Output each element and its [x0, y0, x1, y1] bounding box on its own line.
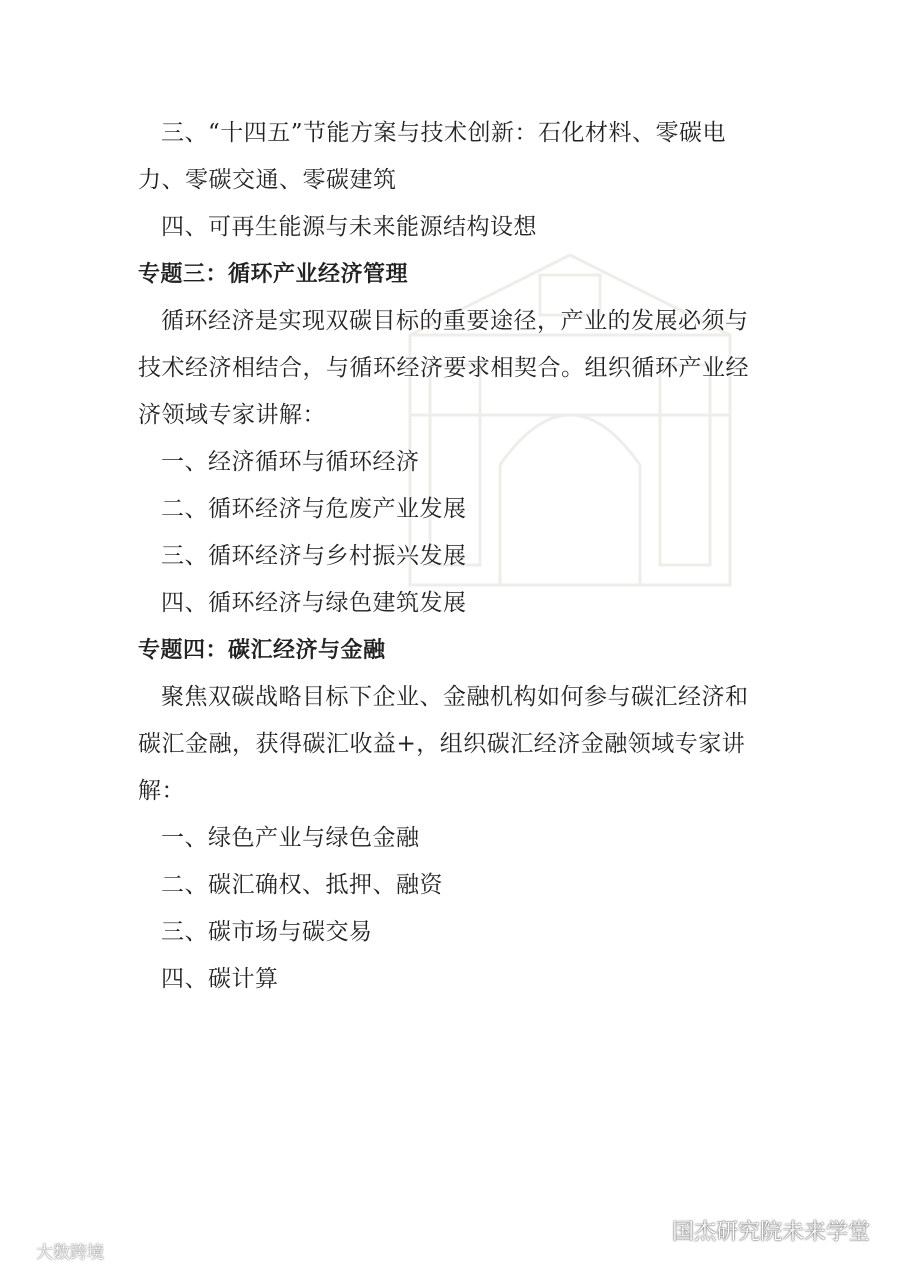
text-line: 力、零碳交通、零碳建筑: [138, 167, 397, 193]
list-item: 三、循环经济与乡村振兴发展: [161, 543, 467, 569]
list-item: 一、绿色产业与绿色金融: [161, 825, 420, 851]
account-watermark: [640, 1215, 870, 1246]
document-body: [138, 110, 768, 1003]
paragraph-line: 碳汇金融，获得碳汇收益+，组织碳汇经济金融领域专家讲: [138, 731, 746, 757]
list-item: 四、碳计算: [161, 966, 279, 992]
chat-bubble-icon: [8, 1241, 30, 1261]
source-watermark-text: 大数跨境: [36, 1243, 104, 1263]
list-item: 四、循环经济与绿色建筑发展: [161, 590, 467, 616]
account-watermark-text: 国杰研究院未来学堂: [672, 1220, 871, 1245]
text-line: 三、“十四五”节能方案与技术创新：石化材料、零碳电: [161, 120, 727, 146]
paragraph-line: 技术经济相结合，与循环经济要求相契合。组织循环产业经: [138, 355, 749, 381]
list-item: 三、碳市场与碳交易: [161, 919, 373, 945]
list-item: 二、碳汇确权、抵押、融资: [161, 872, 443, 898]
paragraph-line: 聚焦双碳战略目标下企业、金融机构如何参与碳汇经济和: [161, 684, 749, 710]
list-item: 二、循环经济与危废产业发展: [161, 496, 467, 522]
wechat-icon: [640, 1220, 666, 1242]
paragraph-line: 济领域专家讲解：: [138, 402, 326, 428]
paragraph-line: 循环经济是实现双碳目标的重要途径，产业的发展必须与: [161, 308, 749, 334]
source-watermark: [8, 1238, 104, 1263]
list-item: 一、经济循环与循环经济: [161, 449, 420, 475]
text-line: 四、可再生能源与未来能源结构设想: [161, 214, 537, 240]
section-heading: 专题四：碳汇经济与金融: [138, 638, 386, 663]
paragraph-line: 解：: [138, 778, 185, 804]
section-heading: 专题三：循环产业经济管理: [138, 262, 409, 287]
